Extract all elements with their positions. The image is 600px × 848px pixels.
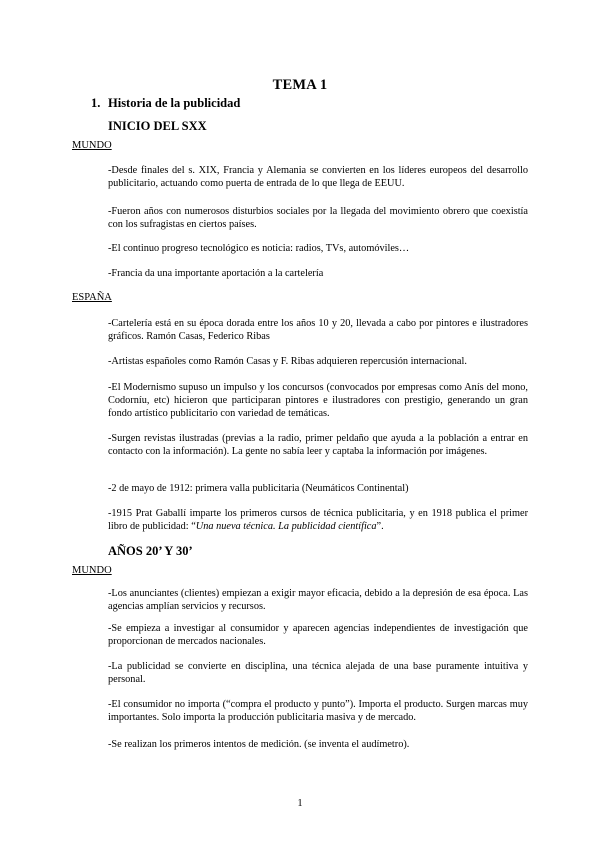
- era-heading-inicio-sxx: INICIO DEL SXX: [108, 119, 207, 133]
- section-number: 1.: [91, 96, 101, 110]
- paragraph: -Se empieza a investigar al consumidor y aparecen agencias independientes de investigación que proporcionan de mercados nacionales.: [108, 623, 528, 647]
- paragraph: -El consumidor no importa (“compra el producto y punto”). Importa el producto. Surgen marcas muy importantes. Solo importa la producción publicitaria masiva y de mercado.: [108, 699, 528, 723]
- paragraph: -Los anunciantes (clientes) empiezan a exigir mayor eficacia, debido a la depresión de esa época. Las agencias amplían servicios y recursos.: [108, 588, 528, 612]
- paragraph-book-reference: [108, 507, 528, 533]
- paragraph: -Fueron años con numerosos disturbios sociales por la llegada del movimiento obrero que coexistía con los sufragistas en ciertos países.: [108, 206, 528, 230]
- section-heading: [91, 96, 240, 111]
- paragraph: -2 de mayo de 1912: primera valla publicitaria (Neumáticos Continental): [108, 483, 409, 494]
- region-heading-mundo-2: MUNDO: [72, 565, 112, 576]
- book-title: Una nueva técnica. La publicidad científica: [195, 521, 377, 532]
- paragraph: -El continuo progreso tecnológico es noticia: radios, TVs, automóviles…: [108, 243, 410, 254]
- page-number: 1: [297, 798, 303, 809]
- paragraph: -Surgen revistas ilustradas (previas a la radio, primer peldaño que ayuda a la población a entrar en contacto con la información). La gente no sabía leer y captaba la información por imágenes.: [108, 433, 528, 457]
- paragraph: -Cartelería está en su época dorada entre los años 10 y 20, llevada a cabo por pintores e ilustradores gráficos. Ramón Casas, Federico Ribas: [108, 318, 528, 342]
- paragraph: -Artistas españoles como Ramón Casas y F. Ribas adquieren repercusión internacional.: [108, 356, 467, 367]
- era-heading-anos-20-30: AÑOS 20’ Y 30’: [108, 544, 193, 558]
- paragraph: -El Modernismo supuso un impulso y los concursos (convocados por empresas como Anís del mono, Codorníu, etc) hicieron que participaran pintores e ilustradores con prestigio, generando un gran fondo artístico publicitario con variedad de temáticas.: [108, 382, 528, 419]
- paragraph-text: ”.: [376, 521, 384, 532]
- region-heading-mundo: MUNDO: [72, 140, 112, 151]
- region-heading-espana: ESPAÑA: [72, 292, 112, 303]
- section-title: Historia de la publicidad: [108, 96, 241, 110]
- paragraph: -Francia da una importante aportación a la cartelería: [108, 268, 324, 279]
- page-title: TEMA 1: [272, 77, 328, 93]
- paragraph: -Desde finales del s. XIX, Francia y Alemania se convierten en los líderes europeos del desarrollo publicitario, actuando como puerta de entrada de lo que llega de EEUU.: [108, 165, 528, 189]
- paragraph: -Se realizan los primeros intentos de medición. (se inventa el audímetro).: [108, 739, 410, 750]
- paragraph-text: -1915 Prat Gaballí imparte los primeros cursos de técnica publicitaria, y en 1918 publica el primer libro de publicidad: “: [108, 508, 528, 532]
- paragraph: -La publicidad se convierte en disciplina, una técnica alejada de una base puramente intuitiva y personal.: [108, 661, 528, 685]
